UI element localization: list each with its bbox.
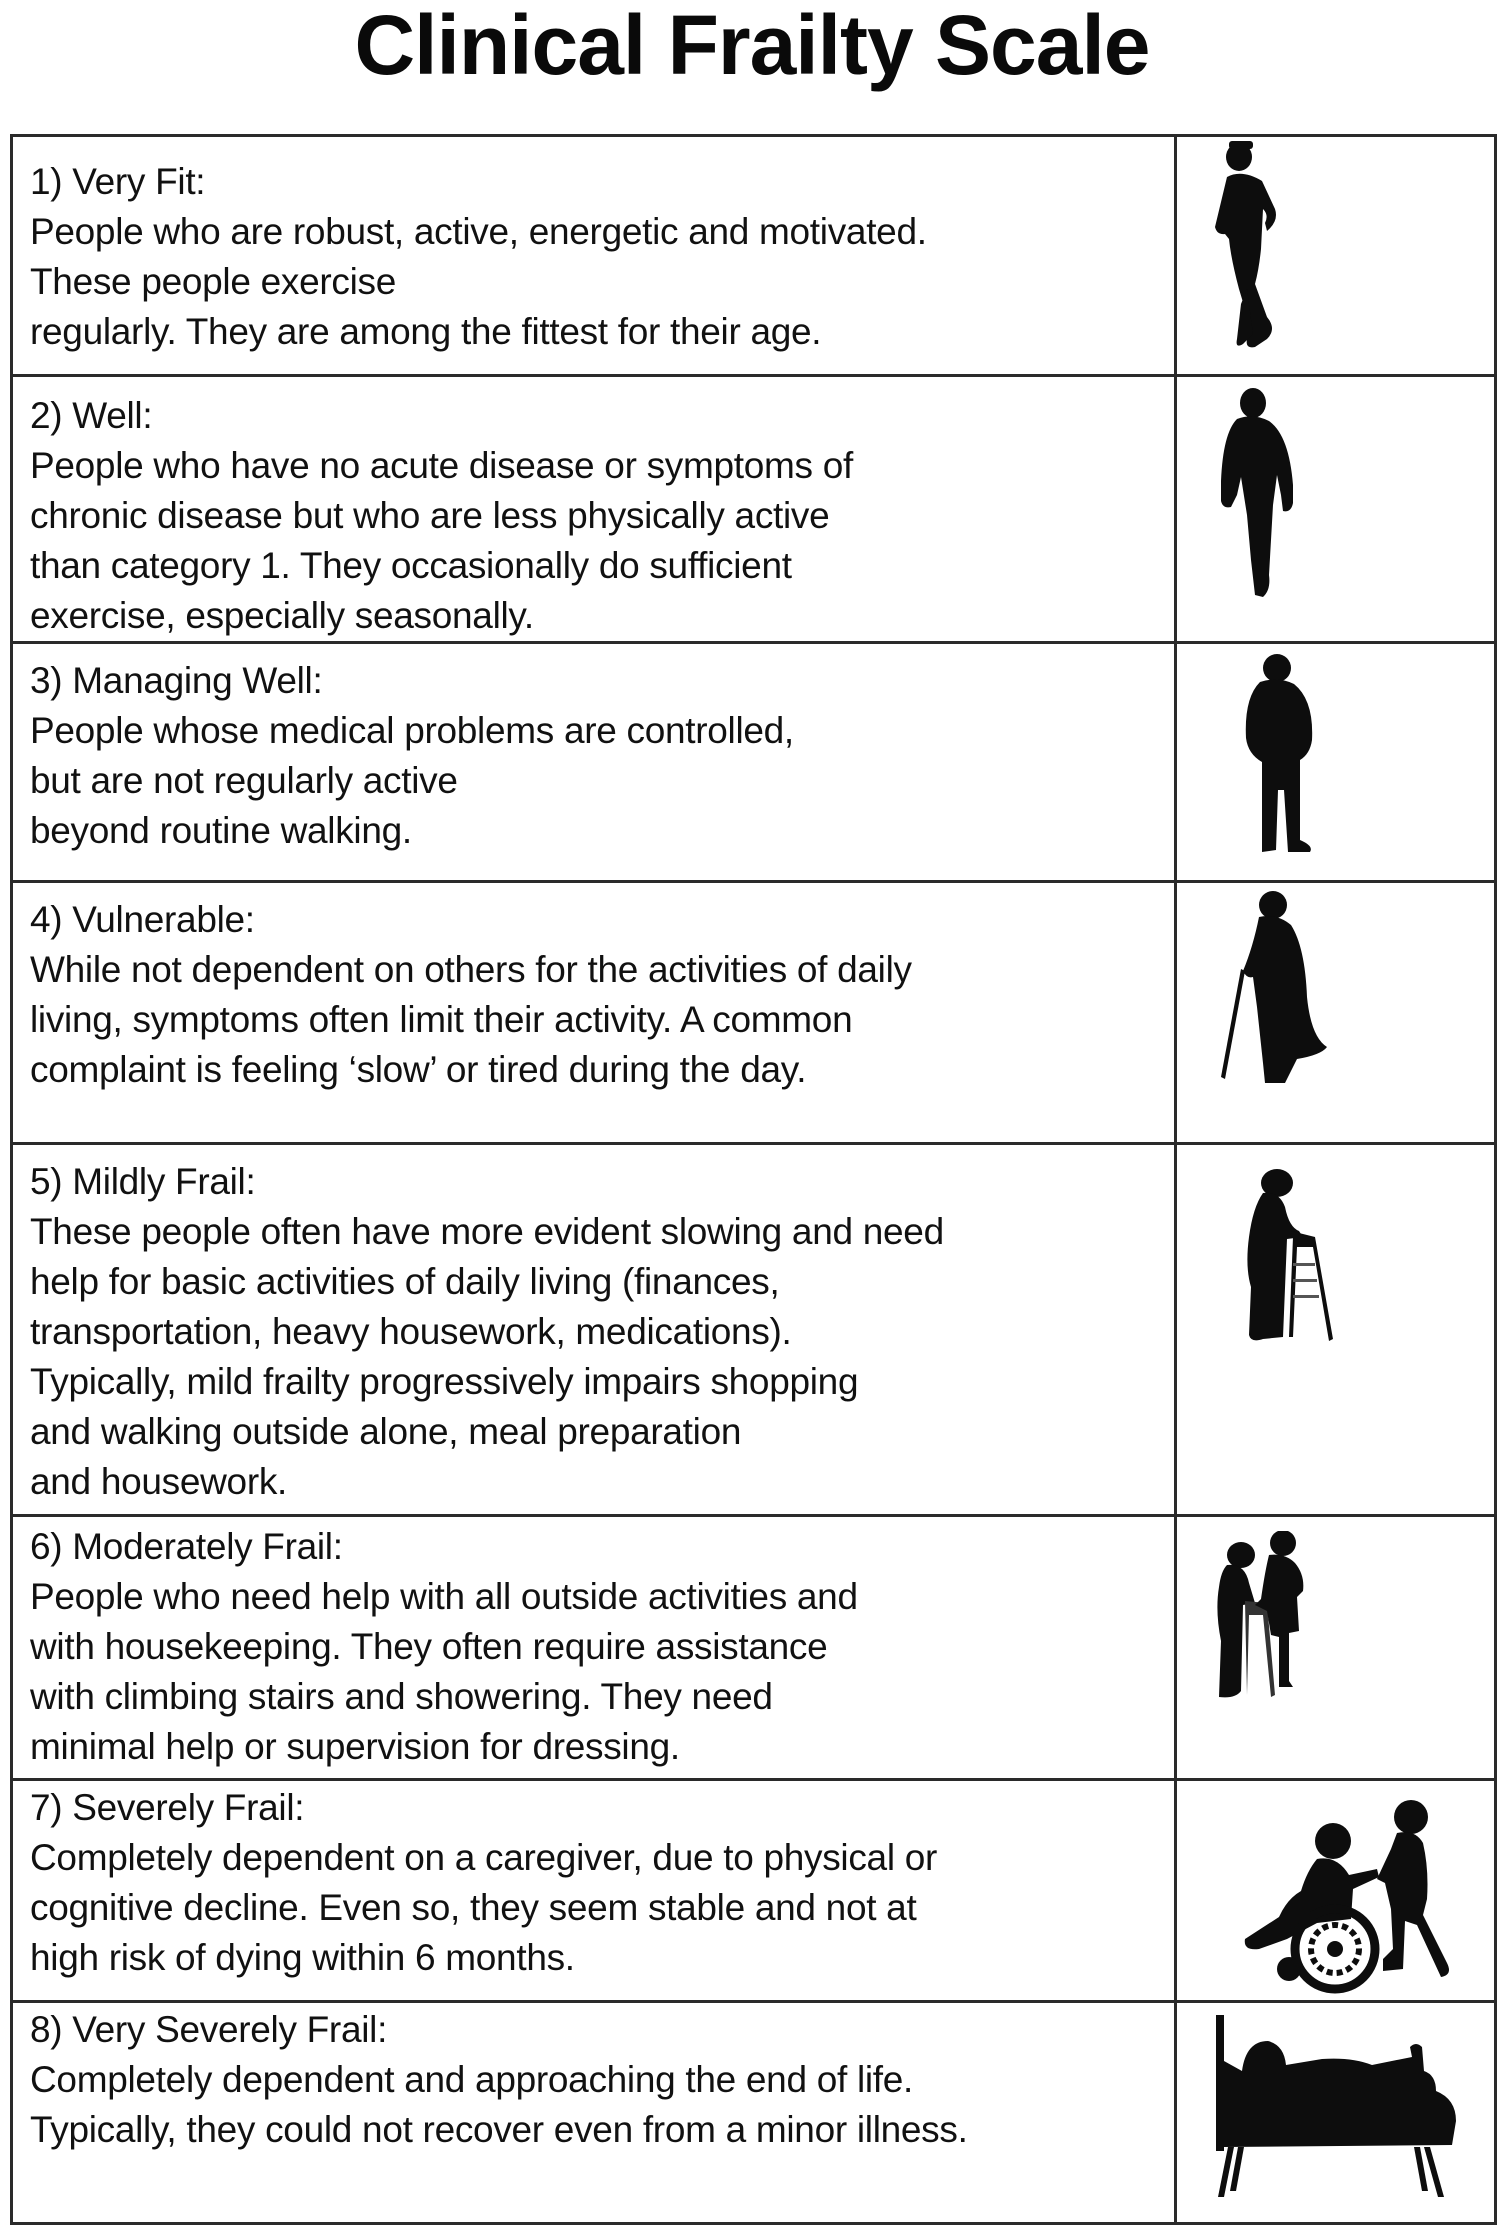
row-heading: 8) Very Severely Frail:: [30, 2009, 388, 2050]
row-line: minimal help or supervision for dressing.: [30, 1726, 680, 1767]
person-with-walker-icon: [1177, 1145, 1494, 1514]
row-line: Completely dependent on a caregiver, due to physical or: [30, 1837, 938, 1878]
row-line: These people often have more evident slowing and need: [30, 1211, 944, 1252]
row-line: and housework.: [30, 1461, 288, 1502]
scale-row-7: [13, 1778, 1494, 2000]
person-with-walker-and-helper-icon: [1177, 1517, 1494, 1778]
row-description: [30, 656, 1160, 856]
row-description: [30, 1522, 1160, 1772]
scale-row-2: [13, 374, 1494, 641]
scale-row-5: [13, 1142, 1494, 1514]
row-line: with climbing stairs and showering. They need: [30, 1676, 773, 1717]
walking-man-icon: [1177, 377, 1494, 641]
running-man-icon: [1177, 137, 1494, 374]
row-line: Completely dependent and approaching the end of life.: [30, 2059, 914, 2100]
row-line: chronic disease but who are less physically active: [30, 495, 830, 536]
scale-row-4: [13, 880, 1494, 1142]
row-description: [30, 391, 1160, 641]
row-line: and walking outside alone, meal preparation: [30, 1411, 742, 1452]
person-in-bed-icon: [1177, 2003, 1494, 2225]
row-line: transportation, heavy housework, medications).: [30, 1311, 792, 1352]
row-line: high risk of dying within 6 months.: [30, 1937, 575, 1978]
row-line: Typically, they could not recover even from a minor illness.: [30, 2109, 968, 2150]
row-description: [30, 1157, 1160, 1507]
row-line: beyond routine walking.: [30, 810, 412, 851]
row-line: People who need help with all outside activities and: [30, 1576, 858, 1617]
person-with-cane-icon: [1177, 883, 1494, 1142]
scale-row-3: [13, 641, 1494, 880]
scale-row-1: [13, 137, 1494, 374]
row-heading: 1) Very Fit:: [30, 161, 206, 202]
row-description: [30, 2005, 1160, 2155]
scale-row-6: [13, 1514, 1494, 1778]
row-heading: 4) Vulnerable:: [30, 899, 255, 940]
row-line: regularly. They are among the fittest for their age.: [30, 311, 822, 352]
row-description: [30, 895, 1160, 1095]
wheelchair-with-caregiver-icon: [1177, 1781, 1494, 2000]
row-line: People who have no acute disease or symptoms of: [30, 445, 853, 486]
row-line: People whose medical problems are controlled,: [30, 710, 794, 751]
row-line: complaint is feeling ‘slow’ or tired during the day.: [30, 1049, 807, 1090]
row-description: [30, 157, 1160, 357]
row-line: but are not regularly active: [30, 760, 458, 801]
frailty-scale-table: [10, 134, 1497, 2225]
row-heading: 7) Severely Frail:: [30, 1787, 305, 1828]
row-line: While not dependent on others for the activities of daily: [30, 949, 912, 990]
scale-row-8: [13, 2000, 1494, 2225]
row-heading: 5) Mildly Frail:: [30, 1161, 256, 1202]
row-line: exercise, especially seasonally.: [30, 595, 534, 636]
row-description: [30, 1783, 1160, 1983]
row-line: Typically, mild frailty progressively impairs shopping: [30, 1361, 859, 1402]
standing-man-icon: [1177, 644, 1494, 880]
row-line: cognitive decline. Even so, they seem stable and not at: [30, 1887, 917, 1928]
row-line: help for basic activities of daily living (finances,: [30, 1261, 780, 1302]
row-line: These people exercise: [30, 261, 396, 302]
row-heading: 6) Moderately Frail:: [30, 1526, 343, 1567]
row-line: with housekeeping. They often require assistance: [30, 1626, 828, 1667]
page-title: Clinical Frailty Scale: [354, 0, 1150, 92]
row-line: People who are robust, active, energetic and motivated.: [30, 211, 927, 252]
row-line: living, symptoms often limit their activity. A common: [30, 999, 853, 1040]
row-line: than category 1. They occasionally do sufficient: [30, 545, 792, 586]
row-heading: 2) Well:: [30, 395, 153, 436]
row-heading: 3) Managing Well:: [30, 660, 323, 701]
